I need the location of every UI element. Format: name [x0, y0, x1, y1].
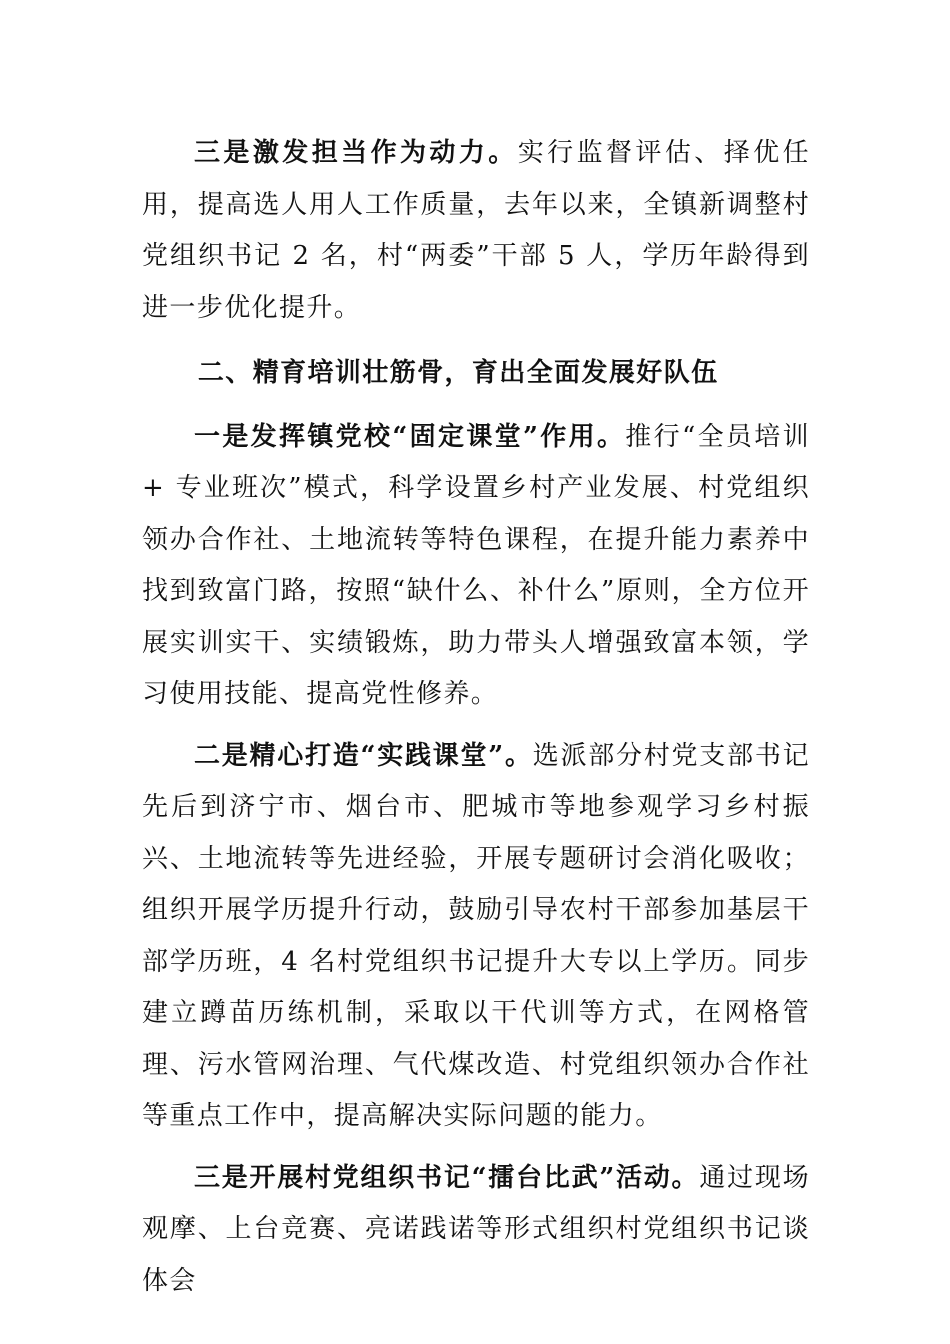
paragraph-competition — [142, 1153, 810, 1308]
paragraph-fixed-classroom — [142, 412, 810, 721]
section-heading: 二、精育培训壮筋骨，育出全面发展好队伍 — [197, 358, 719, 388]
paragraph-text: 选派部分村党支部书记先后到济宁市、烟台市、肥城市等地参观学习乡村振兴、土地流转等先进经验，开展专题研讨会消化吸收；组织开展学历提升行动，鼓励引导农村干部参加基层干部学历班，4 名村党组织书记提升大专以上学历。同步建立蹲苗历练机制，采取以干代训等方式，在网格管理、污水管网治理、气代煤改造、村党组织领办合作社等重点工作中，提高解决实际问题的能力。 — [142, 740, 810, 1131]
paragraph-text: 通过现场观摩、上台竞赛、亮诺践诺等形式组织村党组织书记谈体会 — [142, 1162, 810, 1296]
paragraph-lead: 二是精心打造“实践课堂”。 — [194, 740, 533, 771]
paragraph-lead: 三是开展村党组织书记“擂台比武”活动。 — [194, 1162, 700, 1193]
paragraph-lead: 三是激发担当作为动力。 — [194, 138, 518, 168]
paragraph-lead: 一是发挥镇党校“固定课堂”作用。 — [194, 421, 626, 452]
paragraph-text: 实行监督评估、择优任用，提高选人用人工作质量，去年以来，全镇新调整村党组织书记 2 名，村“两委”干部 5 人，学历年龄得到进一步优化提升。 — [142, 138, 810, 323]
paragraph-text: 推行“全员培训 + 专业班次”模式，科学设置乡村产业发展、村党组织领办合作社、土地流转等特色课程，在提升能力素养中找到致富门路，按照“缺什么、补什么”原则，全方位开展实训实干、实绩锻炼，助力带头人增强致富本领，学习使用技能、提高党性修养。 — [142, 421, 811, 709]
paragraph-motivation — [142, 128, 810, 334]
paragraph-practice-classroom — [142, 731, 810, 1143]
document-body — [142, 128, 810, 1317]
